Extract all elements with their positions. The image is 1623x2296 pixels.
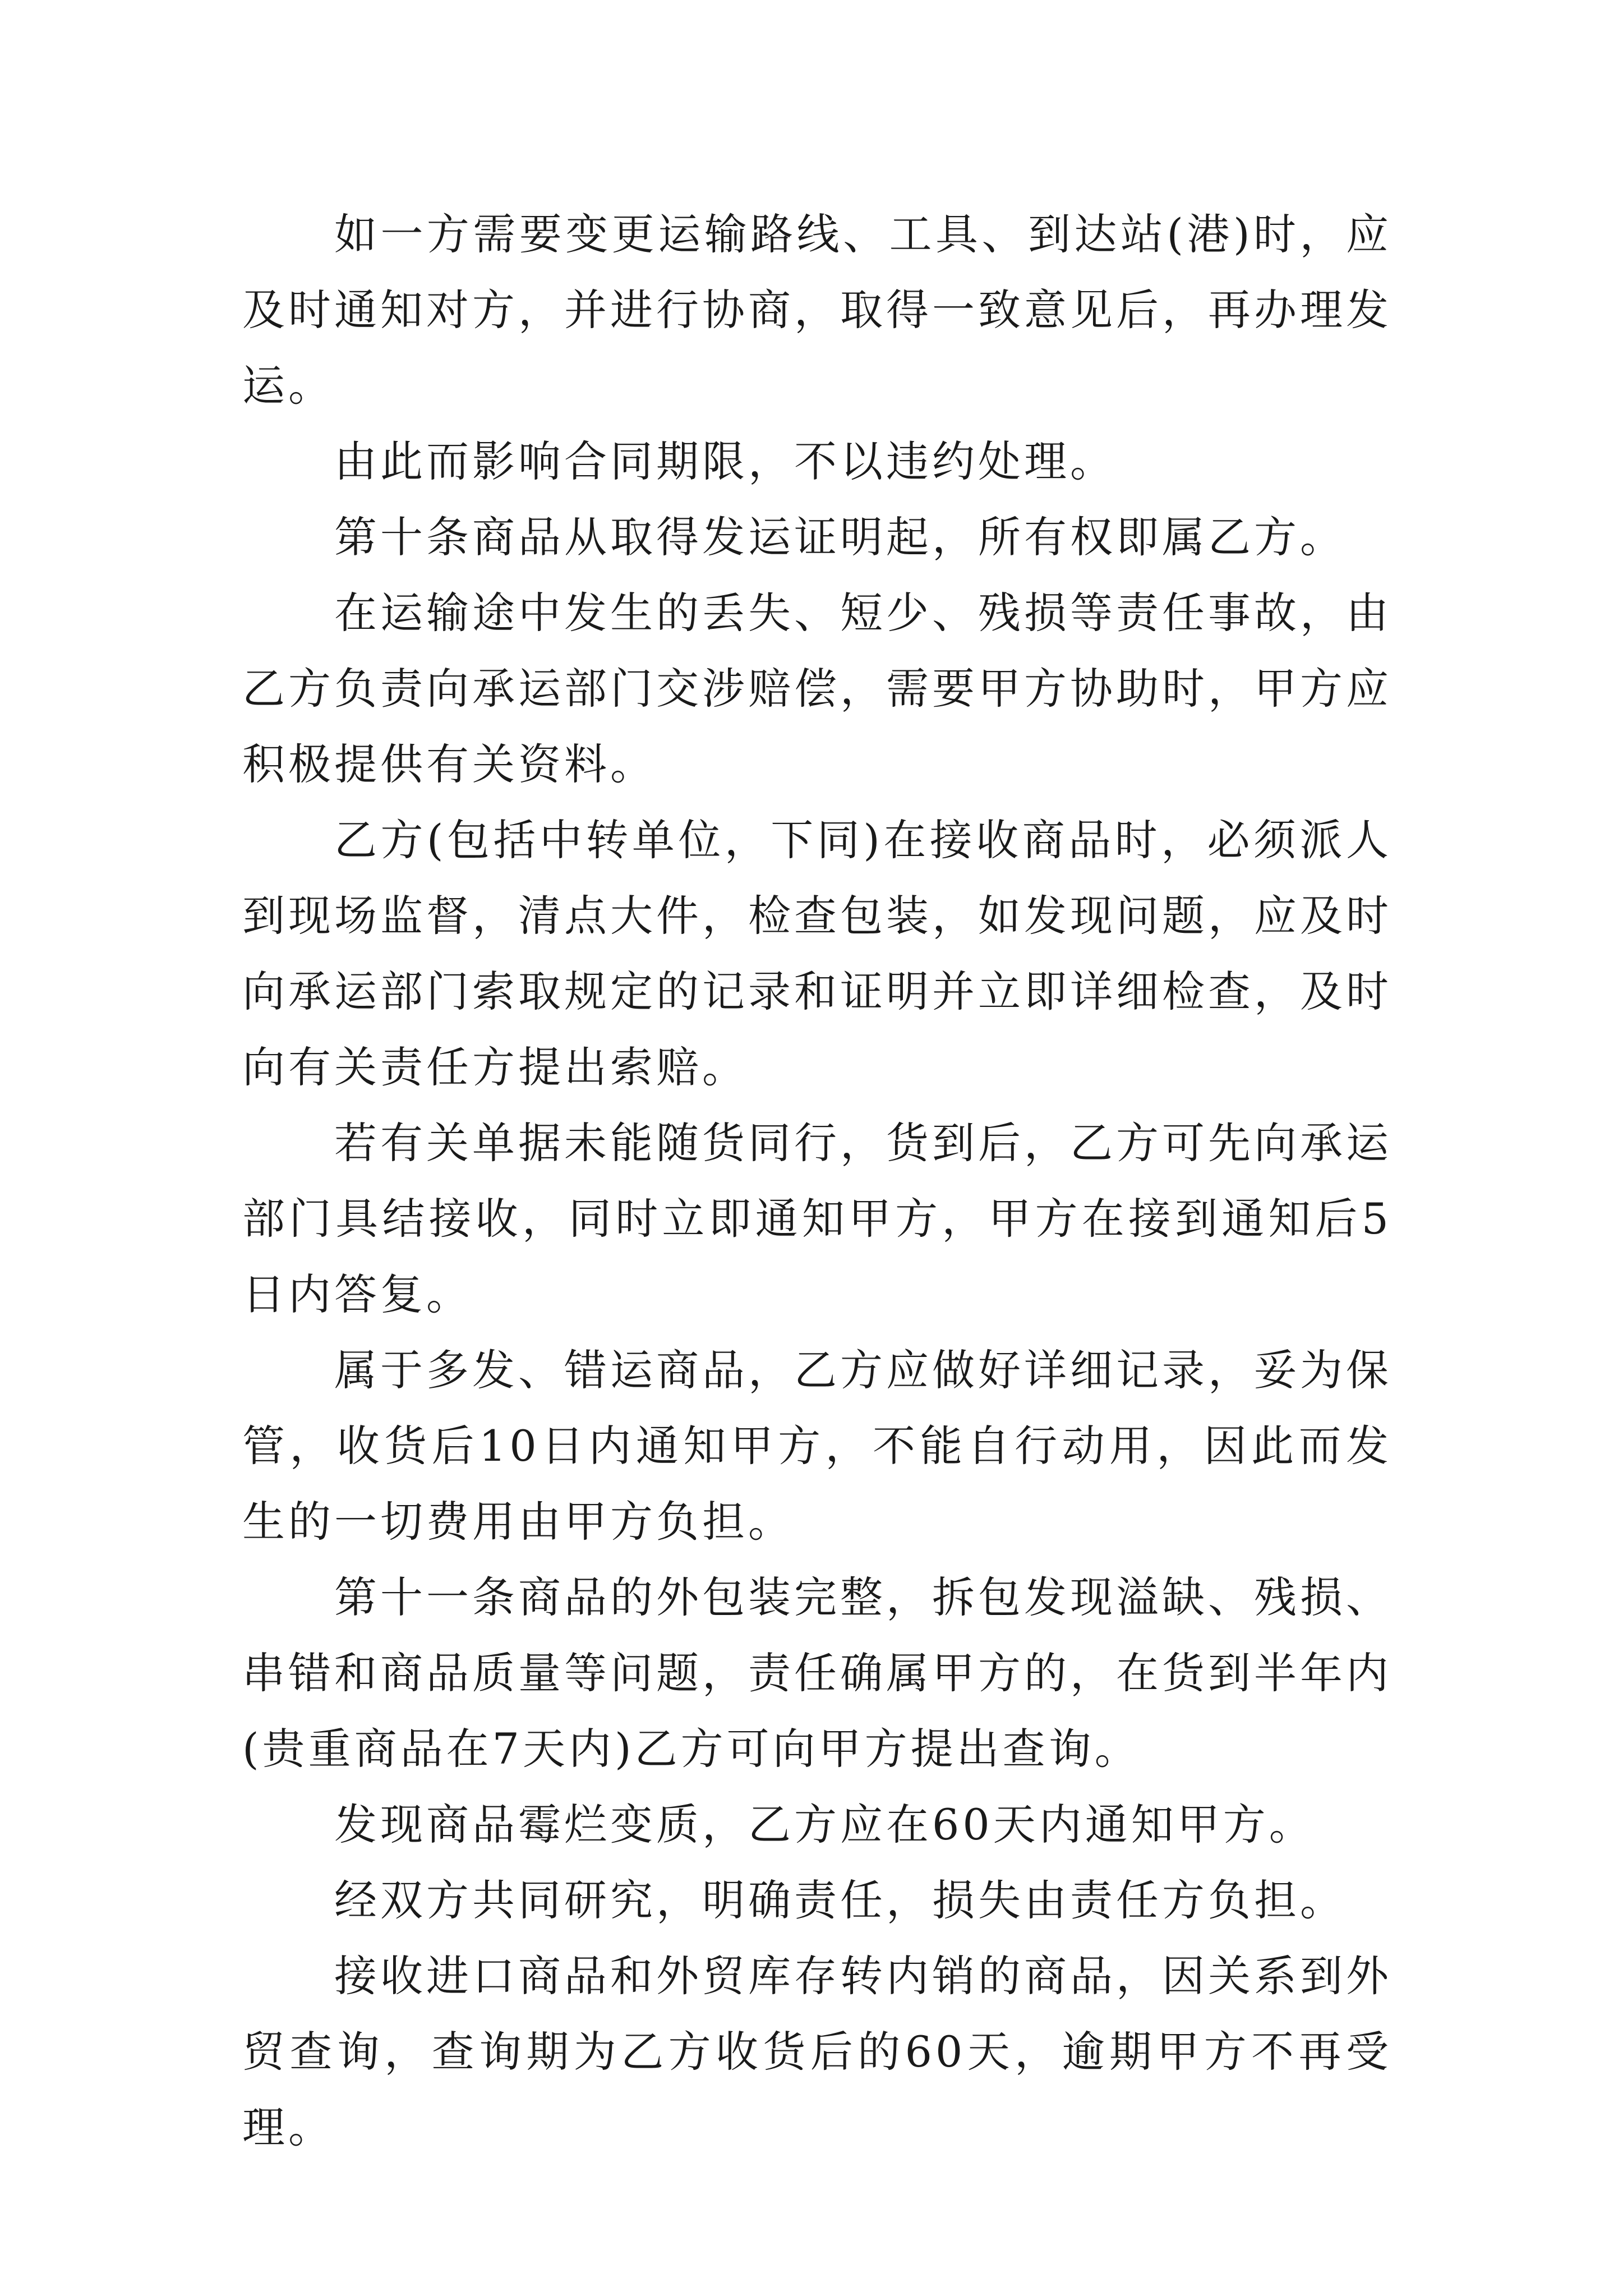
paragraph-5: 乙方(包括中转单位，下同)在接收商品时，必须派人到现场监督，清点大件，检查包装，如发现问题，应及时向承运部门索取规定的记录和证明并立即详细检查，及时向有关责任方提出索赔。 (242, 815, 1392, 1092)
paragraph-9: 发现商品霉烂变质，乙方应在60天内通知甲方。 (334, 1800, 1315, 1849)
paragraph-6: 若有关单据未能随货同行，货到后，乙方可先向承运部门具结接收，同时立即通知甲方，甲方在接到通知后5日内答复。 (242, 1118, 1392, 1319)
paragraph-1: 如一方需要变更运输路线、工具、到达站(港)时，应及时通知对方，并进行协商，取得一致意见后，再办理发运。 (242, 209, 1392, 411)
paragraph-8: 第十一条商品的外包装完整，拆包发现溢缺、残损、串错和商品质量等问题，责任确属甲方的，在货到半年内(贵重商品在7天内)乙方可向甲方提出查询。 (242, 1572, 1392, 1774)
paragraph-11: 接收进口商品和外贸库存转内销的商品，因关系到外贸查询，查询期为乙方收货后的60天，逾期甲方不再受理。 (242, 1951, 1392, 2152)
paragraph-10: 经双方共同研究，明确责任，损失由责任方负担。 (334, 1875, 1346, 1925)
paragraph-4: 在运输途中发生的丢失、短少、残损等责任事故，由乙方负责向承运部门交涉赔偿，需要甲方协助时，甲方应积极提供有关资料。 (242, 588, 1392, 789)
document-body (242, 196, 1392, 2165)
paragraph-7: 属于多发、错运商品，乙方应做好详细记录，妥为保管，收货后10日内通知甲方，不能自行动用，因此而发生的一切费用由甲方负担。 (242, 1345, 1392, 1547)
paragraph-2: 由此而影响合同期限，不以违约处理。 (334, 436, 1116, 486)
paragraph-3: 第十条商品从取得发运证明起，所有权即属乙方。 (334, 512, 1346, 562)
